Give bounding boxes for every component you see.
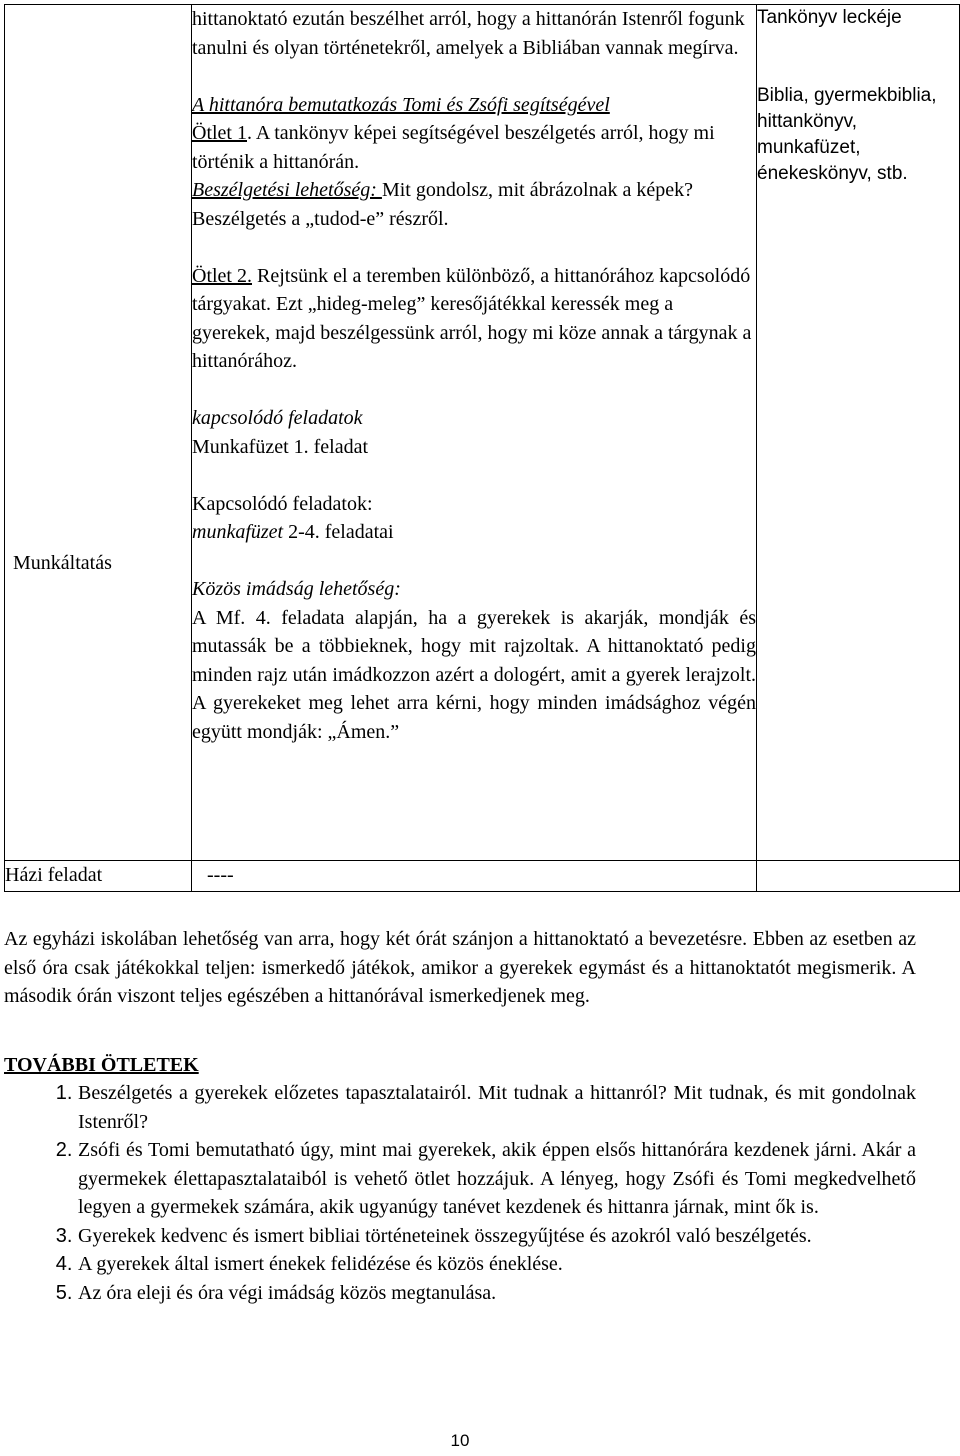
homework-cell [192,861,757,892]
related-text: Munkafüzet 1. feladat [192,435,369,458]
prayer-text: A Mf. 4. feladata alapján, ha a gyerekek is akarják, mondják és mutassák be a többieknek, hogy mit rajzoltak. A hittanoktató pedig minden rajz után imádkozzon azért a dologért, amit a gyerek lerajzolt. A gyerekeket meg lehet arra kérni, hogy minden imádsághoz végén együtt mondják: „Ámen.” [192,606,756,743]
idea-1-label: Ötlet 1 [192,122,247,144]
prayer-title: Közös imádság lehetőség: [192,578,401,600]
idea-1-text: . A tankönyv képei segítségével beszélgetés arról, hogy mi történik a hittanórán. [192,122,715,173]
idea-1 [192,119,756,176]
resources-cell [757,5,960,861]
activity-cell [192,5,757,861]
related-title: kapcsolódó feladatok [192,407,363,429]
tudod-text: Beszélgetés a „tudod-e” részről. [192,207,449,230]
page-number: 10 [450,1431,470,1450]
intro-text: hittanoktató ezután beszélhet arról, hogy a hittanórán Istenről fogunk tanulni és olyan történetekről, amelyek a Bibliában vannak megírva. [192,8,745,59]
further-ideas-list [4,1079,916,1307]
list-item: 5. Az óra eleji és óra végi imádság közös megtanulása. [78,1279,916,1308]
talk-option [192,176,756,205]
related2-text: 2-4. feladatai [283,521,394,543]
further-ideas-heading: TOVÁBBI ÖTLETEK [4,1053,199,1076]
body-paragraph: Az egyházi iskolában lehetőség van arra, hogy két órát szánjon a hittanoktató a bevezetésre. Ebben az esetben az első óra csak játékokkal teljen: ismerkedő játékok, amikor a gyerekek egymást és a hittanoktatót megismerik. A második órán viszont teljes egészében a hittanórával ismerkedjenek meg. [4,928,916,1007]
idea-2-label: Ötlet 2. [192,264,252,287]
resource-list: Biblia, gyermekbiblia, hittankönyv, munkafüzet, énekeskönyv, stb. [757,85,937,184]
list-item: 1. Beszélgetés a gyerekek előzetes tapasztalatairól. Mit tudnak a hittanról? Mit tudnak, és mit gondolnak Istenről? [78,1079,916,1136]
after-table-content [4,925,916,1307]
homework-label-cell [5,861,192,892]
idea-2 [192,262,756,376]
section-title: A hittanóra bemutatkozás Tomi és Zsófi segítségével [192,93,610,116]
talk-text: Mit gondolsz, mit ábrázolnak a képek? [381,179,693,201]
related2-line [192,518,756,547]
homework-value: ---- [207,864,234,886]
list-item: 2. Zsófi és Tomi bemutatható úgy, mint mai gyerekek, akik éppen elsős hittanórára kezdenek járni. Akár a gyermekek élettapasztalataiból is vehető ötlet hozzájuk. A lényeg, hogy Zsófi és Tomi megkedvelhető legyen a gyermekek számára, akik ugyanúgy tanévet kezdenek és hittanra járnak, mint ők is. [78,1136,916,1222]
row-label-hazi-feladat: Házi feladat [5,864,103,886]
talk-label: Beszélgetési lehetőség: [192,179,382,201]
related2-italic: munkafüzet [192,521,284,543]
lesson-plan-table [4,4,960,892]
list-item: 4. A gyerekek által ismert énekek felidézése és közös éneklése. [78,1250,916,1279]
homework-resources-cell [757,861,960,892]
related2-title: Kapcsolódó feladatok: [192,492,373,515]
row-label-cell [5,5,192,861]
row-label-munkaltatas: Munkáltatás [13,552,112,574]
idea-2-text: Rejtsünk el a teremben különböző, a hittanórához kapcsolódó tárgyakat. Ezt „hideg-meleg” keresőjátékkal keressék meg a gyerekek, majd beszélgessünk arról, hogy mi köze annak a tárgynak a hittanórához. [192,264,752,372]
list-item: 3. Gyerekek kedvenc és ismert bibliai történeteinek összegyűjtése és azokról való beszélgetés. [78,1222,916,1251]
resource-textbook: Tankönyv leckéje [757,7,902,28]
